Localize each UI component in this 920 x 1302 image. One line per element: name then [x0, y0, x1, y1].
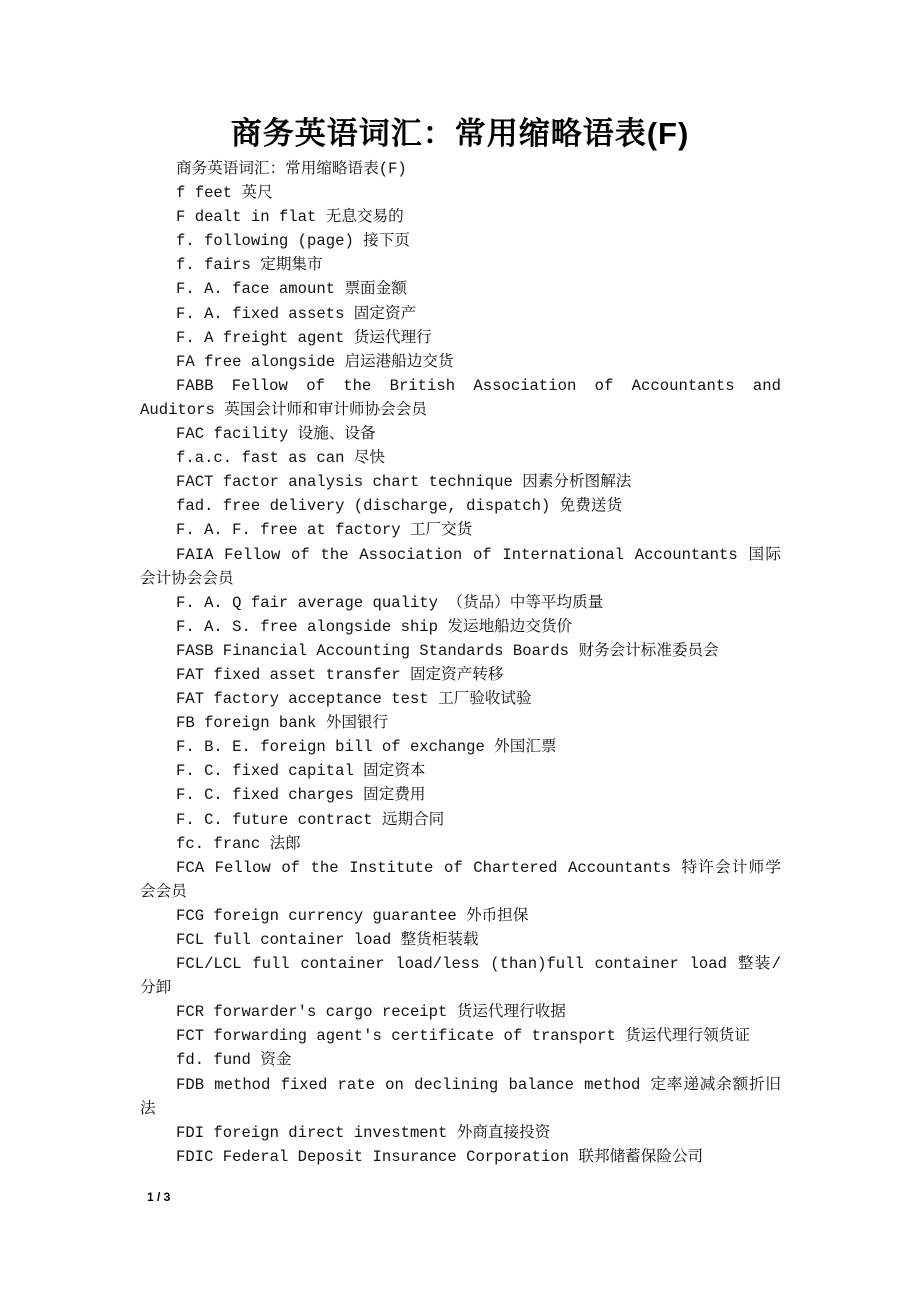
document-title: 商务英语词汇：常用缩略语表(F): [230, 116, 690, 151]
body-line: F. B. E. foreign bill of exchange 外国汇票: [176, 738, 557, 757]
body-line: FCA Fellow of the Institute of Chartered Accountants 特许会计师学会会员: [140, 858, 781, 901]
body-line: fc. franc 法郎: [176, 834, 301, 853]
body-line: F. C. future contract 远期合同: [176, 810, 445, 829]
body-line: f. following (page) 接下页: [176, 232, 410, 251]
body-line: FASB Financial Accounting Standards Boards 财务会计标准委员会: [176, 641, 719, 660]
body-line: F. A. fixed assets 固定资产: [176, 304, 417, 323]
body-line: FAT factory acceptance test 工厂验收试验: [176, 690, 532, 709]
page-number: 1 / 3: [147, 1190, 171, 1204]
body-line: FABB Fellow of the British Association of Accountants and Auditors 英国会计师和审计师协会会员: [140, 376, 781, 419]
body-line: F. C. fixed charges 固定费用: [176, 786, 426, 805]
body-line: FAIA Fellow of the Association of International Accountants 国际会计协会会员: [140, 545, 781, 588]
body-line: FAC facility 设施、设备: [176, 425, 376, 444]
body-line: FCT forwarding agent's certificate of transport 货运代理行领货证: [176, 1027, 750, 1046]
body-line: FACT factor analysis chart technique 因素分析图解法: [176, 473, 632, 492]
body-line: f. fairs 定期集市: [176, 256, 323, 275]
body-line: fad. free delivery (discharge, dispatch) 免费送货: [176, 497, 623, 516]
document-body: [140, 157, 781, 1169]
body-line: f.a.c. fast as can 尽快: [176, 449, 385, 468]
body-line: F. A. S. free alongside ship 发运地船边交货价: [176, 617, 573, 636]
body-line: F. A. Q fair average quality （货品）中等平均质量: [176, 593, 604, 612]
body-line: fd. fund 资金: [176, 1051, 292, 1070]
body-line: 商务英语词汇：常用缩略语表(F): [176, 160, 407, 178]
body-line: FCG foreign currency guarantee 外币担保: [176, 906, 529, 925]
body-line: FCL/LCL full container load/less (than)full container load 整装/分卸: [140, 955, 781, 998]
body-line: F dealt in flat 无息交易的: [176, 208, 404, 227]
body-line: FCR forwarder's cargo receipt 货运代理行收据: [176, 1003, 566, 1022]
body-line: FDB method fixed rate on declining balance method 定率递减余额折旧法: [140, 1075, 781, 1118]
body-line: f feet 英尺: [176, 184, 273, 203]
body-line: F. A. F. free at factory 工厂交货: [176, 521, 473, 540]
body-line: FA free alongside 启运港船边交货: [176, 352, 454, 371]
body-line: FAT fixed asset transfer 固定资产转移: [176, 665, 504, 684]
body-line: F. A. face amount 票面金额: [176, 280, 407, 299]
body-line: FCL full container load 整货柜装载: [176, 931, 479, 949]
body-line: F. C. fixed capital 固定资本: [176, 762, 426, 781]
body-line: FDI foreign direct investment 外商直接投资: [176, 1123, 551, 1142]
body-line: F. A freight agent 货运代理行: [176, 328, 432, 347]
body-line: FB foreign bank 外国银行: [176, 714, 389, 733]
body-line: FDIC Federal Deposit Insurance Corporation 联邦储蓄保险公司: [176, 1147, 704, 1166]
